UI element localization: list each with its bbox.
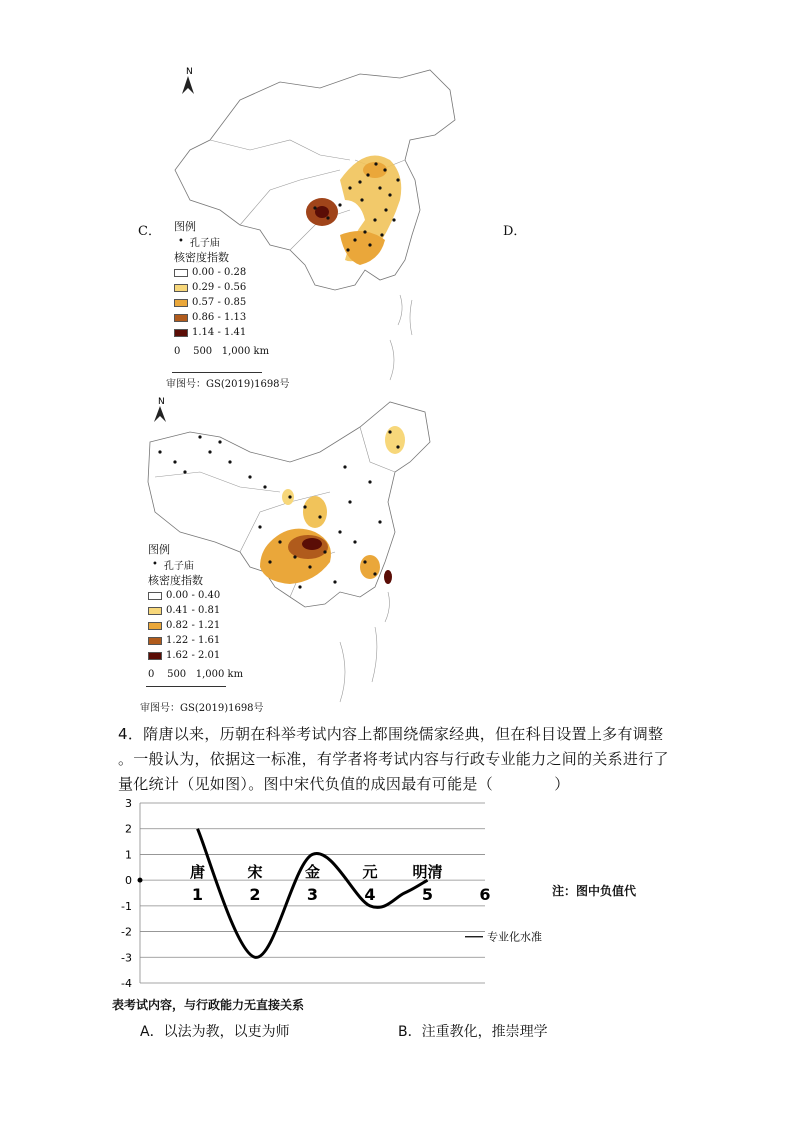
legend-swatch (148, 592, 162, 600)
legend-class-label: 0.00 - 0.40 (166, 590, 221, 601)
scale-bar-label: 0 500 1,000 km (174, 346, 270, 357)
x-tick-label: 5 (421, 885, 434, 905)
legend-swatch (148, 652, 162, 660)
y-tick-label: 3 (125, 797, 132, 810)
legend-swatch (148, 607, 162, 615)
legend-class-row (148, 618, 243, 633)
legend-swatch (174, 284, 188, 292)
question-line: 。一般认为，依据这一标准，有学者将考试内容与行政专业能力之间的关系进行了 (118, 750, 669, 768)
map-approval-number: 审图号：GS(2019)1698号 (166, 379, 290, 390)
legend-label: 专业化水准 (487, 930, 542, 944)
chart-note-continued: 表考试内容，与行政能力无直接关系 (112, 998, 305, 1012)
legend-density-title: 核密度指数 (174, 251, 229, 264)
map-1-legend (174, 218, 269, 359)
y-tick-label: -2 (121, 925, 132, 939)
temple-dot-icon: • (152, 559, 158, 570)
legend-temple-label: 孔子庙 (189, 238, 220, 249)
legend-class-row (148, 633, 243, 648)
scale-bar (172, 372, 262, 373)
legend-class-label: 0.29 - 0.56 (192, 282, 247, 293)
legend-class-row (174, 280, 269, 295)
chart-dynasty-labels (190, 863, 443, 881)
legend-temple-label: 孔子庙 (163, 561, 194, 572)
y-tick-label: 2 (125, 822, 132, 836)
y-tick-label: 1 (125, 848, 132, 862)
dynasty-label: 明清 (412, 863, 443, 882)
legend-class-row (174, 310, 269, 325)
y-tick-label: 0 (125, 874, 132, 888)
legend-swatch (148, 637, 162, 645)
x-tick-label: 3 (306, 885, 319, 905)
legend-temple-row (174, 234, 269, 249)
island-outlines (340, 592, 389, 702)
legend-swatch (148, 622, 162, 630)
legend-class-row (148, 588, 243, 603)
legend-swatch (174, 329, 188, 337)
chart-y-ticks (121, 797, 132, 990)
dynasty-label: 唐 (189, 863, 206, 882)
legend-class-label: 1.62 - 2.01 (166, 650, 221, 661)
x-tick-label: 6 (479, 885, 491, 905)
origin-dot (138, 878, 143, 883)
legend-class-label: 1.22 - 1.61 (166, 635, 221, 646)
y-tick-label: -1 (121, 899, 132, 913)
question-line: 量化统计（见如图）。图中宋代负值的成因最有可能是（ ） (118, 775, 570, 793)
option-d-label: D． (503, 224, 527, 239)
x-tick-label: 1 (191, 885, 204, 905)
chart-note-right: 注：图中负值代 (552, 884, 637, 898)
legend-swatch (174, 269, 188, 277)
legend-class-label: 0.00 - 0.28 (192, 267, 247, 278)
x-tick-label: 2 (249, 885, 261, 905)
legend-class-row (174, 295, 269, 310)
legend-swatch (174, 314, 188, 322)
x-tick-label: 4 (364, 885, 376, 905)
option-a[interactable]: A．以法为教，以吏为师 (140, 1024, 290, 1040)
legend-class-label: 1.14 - 1.41 (192, 327, 247, 338)
y-tick-label: -3 (121, 951, 132, 965)
north-arrow-label: N (158, 397, 165, 407)
legend-class-row (174, 325, 269, 340)
legend-title: 图例 (174, 220, 196, 233)
north-arrow-label: N (186, 67, 193, 77)
scale-bar (146, 686, 226, 687)
legend-class-label: 0.57 - 0.85 (192, 297, 247, 308)
north-arrow-icon (154, 406, 166, 422)
legend-density-title: 核密度指数 (148, 574, 203, 587)
scale-bar-label: 0 500 1,000 km (148, 669, 244, 680)
map-approval-number: 审图号：GS(2019)1698号 (140, 703, 264, 714)
chart-x-ticks (192, 885, 491, 904)
legend-title: 图例 (148, 543, 170, 556)
dynasty-label: 宋 (247, 863, 263, 882)
legend-temple-row (148, 557, 243, 572)
y-tick-label: -4 (121, 977, 132, 990)
north-arrow-icon (182, 76, 194, 94)
dynasty-label: 金 (304, 863, 321, 882)
island-outlines (390, 295, 412, 380)
option-b[interactable]: B．注重教化，推崇理学 (398, 1024, 548, 1040)
legend-class-label: 0.41 - 0.81 (166, 605, 221, 616)
legend-class-row (148, 648, 243, 663)
legend-class-label: 0.86 - 1.13 (192, 312, 247, 323)
dynasty-label: 元 (362, 863, 378, 882)
option-c-label: C． (138, 224, 161, 239)
legend-class-label: 0.82 - 1.21 (166, 620, 221, 631)
question-line: 4．隋唐以来，历朝在科举考试内容上都围绕儒家经典，但在科目设置上多有调整 (118, 725, 664, 743)
map-2-legend (148, 541, 243, 682)
temple-dot-icon: • (178, 236, 184, 247)
legend-class-row (148, 603, 243, 618)
legend-swatch (174, 299, 188, 307)
legend-class-row (174, 265, 269, 280)
question-4 (118, 722, 678, 797)
